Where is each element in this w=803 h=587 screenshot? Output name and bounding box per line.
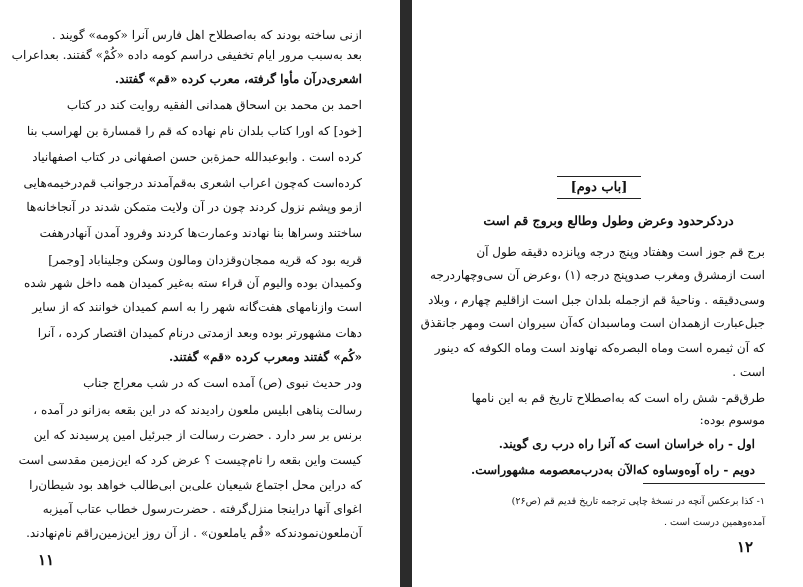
footnote-separator (643, 483, 765, 484)
right-page-number: ۱۲ (737, 538, 754, 556)
text-line: وسی‌دقیقه . وناحیهٔ قم ازجمله بلدان جبل است ازاقلیم چهارم ، وبلاد (428, 293, 765, 307)
text-line: دهات مشهورتر بوده و‌بعد ازمدتی درنام کمیدان اقتصار کرده ، آنرا (37, 326, 362, 340)
text-line: وکمیدان بوده والیوم آن قراء سته به‌غیر کمیدان همه داخل شهر شده (23, 276, 362, 290)
text-line: «کُم» گفتند ومعرب کرده «قم» گفتند. (168, 350, 362, 364)
text-line: رسالت پناهی ابلیس ملعون رادیدند که در این بقعه به‌زانو در آمده ، (33, 403, 362, 417)
chapter-subtitle: دردکرحدود وعرض وطول وطالع وبروج قم است (483, 213, 734, 228)
road-1: اول - راه خراسان است که آنرا راه درب ری گویند. (498, 437, 755, 451)
text-line: احمد بن محمد بن اسحاق همدانی الفقیه روایت کند در کتاب (66, 98, 362, 112)
text-line: است . (732, 365, 765, 379)
book-gutter (400, 0, 412, 587)
text-line: ازنی ساخته بودند که به‌اصطلاح اهل فارس آنرا «کومه» گویند . (51, 28, 362, 42)
text-line: قریه بود که قریه ممجان‌وقزدان ومالون وسکن وجلیناباد [وجمر] (48, 253, 362, 267)
text-line: است وازنامهای هفت‌گانه شهر را به اسم کمیدان خوانند که از سایر (32, 300, 362, 314)
text-line: برج قم جوز است وهفتاد وپنج درجه وپانزده دقیقه طول آن (476, 245, 765, 259)
text-line: برنس بر سر دارد . حضرت رسالت از جبرئیل امین پرسیدند که این (33, 428, 362, 442)
text-line: بعد به‌سبب مرور ایام تخفیفی درا‌سم کومه داده «کُمْ» گفتند. بعداعراب (11, 48, 362, 62)
text-line: طرق‌قم- شش راه است که به‌اصطلاح تاریخ قم به این نامها (471, 391, 765, 405)
text-line: است ازمشرق ومغرب صدوپنج درجه (۱) ،وعرض آن سی‌وچهاردرجه (430, 268, 765, 282)
left-page (0, 0, 400, 587)
text-line: ازمو وپشم نزول کردند چون در آن ولایت متمکن شدند در آنجاخانه‌ها (26, 200, 362, 214)
text-line: اشعری‌درآن مأوا گرفته، معرب کرده «قم» گفتند. (114, 72, 362, 86)
right-page (412, 0, 803, 587)
footnote-line-2: آمده‌وهمین درست است . (664, 517, 765, 528)
chapter-title: [باب دوم] (557, 176, 641, 199)
footnote-line-1: ۱- کذا برعکس آنچه در نسخهٔ چاپی ترجمه تاریخ قدیم قم (ص۲۶) (511, 496, 765, 507)
text-line: که آن ثیمره است وماه البصره‌که نهاوند است وماه الکوفه که دینور (434, 341, 765, 355)
text-line: [خود] که اورا کتاب بلدان نام نهاده که قم را قمسارة بن لهراسب بنا (26, 124, 362, 138)
text-line: ودر حدیث نبوی (ص) آمده است که در شب معراج جناب (83, 376, 362, 390)
text-line: اغوای آنها دراینجا منزل‌گرفته . حضرت‌رسول خطاب عتاب آمیزبه (42, 502, 362, 516)
road-2: دویم - راه آوه‌وساوه کەالآن به‌درب‌معصومه مشهوراست. (471, 463, 755, 477)
text-line: ساختند وسراها بنا نهادند وعمارت‌ها کردند وفرود آمدن آنهادرهفت (39, 226, 362, 240)
text-line: جبل‌عبارت ازهمدان است وماسبدان که‌آن سیروان است ومهر جانقذق (420, 316, 765, 330)
text-line: کیست واین بقعه را نام‌چیست ؟ عرض کرد که این‌زمین مقدسی است (18, 453, 362, 467)
text-line: کرده است . وابوعبدالله حمزةبن حسن اصفهانی در کتاب اصفهانیاد (32, 150, 362, 164)
text-line: موسوم بوده: (699, 413, 765, 427)
text-line: که دراین محل اجتماع شیعیان علی‌بن ابی‌طالب خواهد بود شیطان‌را (29, 478, 362, 492)
text-line: کرده‌است که‌چون اعراب اشعری به‌قم‌آمدند درجوانب قم‌درخیمه‌هایی (23, 176, 362, 190)
left-page-number: ۱۱ (38, 551, 55, 569)
text-line: آن‌ملعون‌نمودند‌که «قُم یاملعون» . از آن روز این‌زمین‌راقم نام‌نهادند. (26, 526, 362, 540)
